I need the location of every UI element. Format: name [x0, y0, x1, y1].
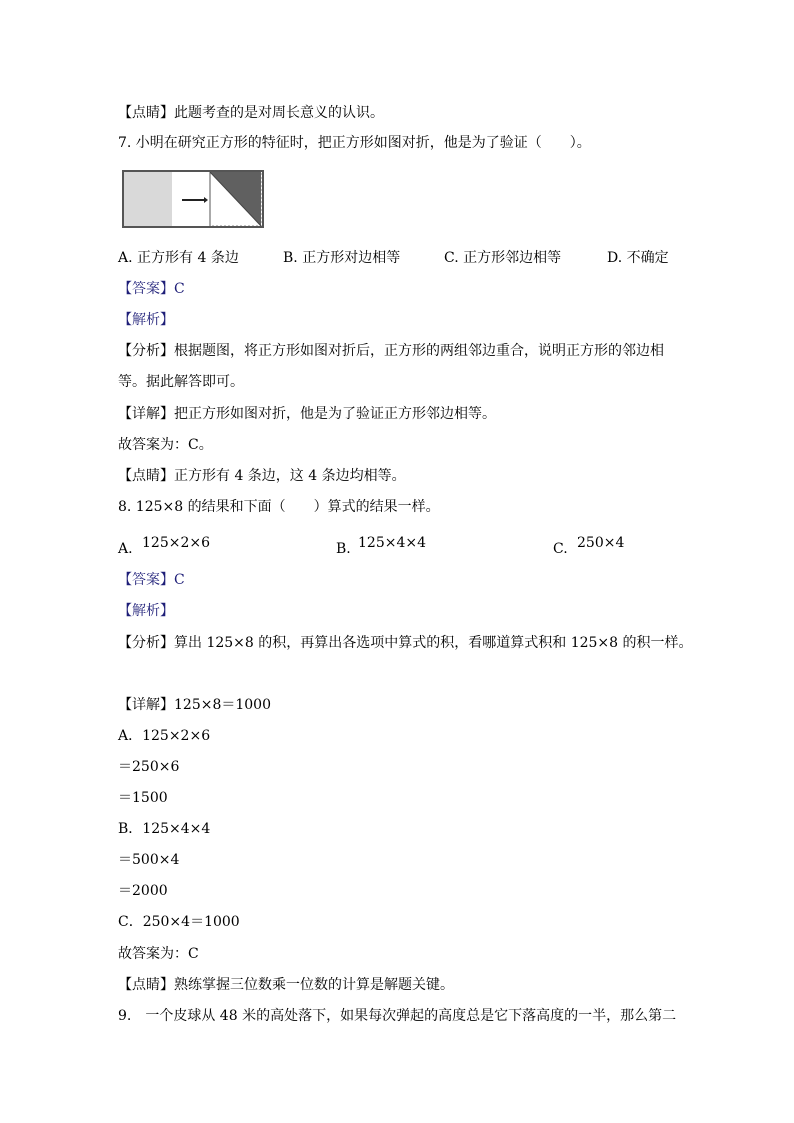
q7-gu: 故答案为：C。 [118, 437, 213, 453]
fold-diagram [124, 172, 262, 226]
q7-answer: 【答案】C [118, 281, 185, 297]
question-9: 9. 一个皮球从 48 米的高处落下，如果每次弹起的高度总是它下落高度的一半，那么第二 [118, 1008, 677, 1024]
q7-option-c: C. 正方形邻边相等 [444, 250, 562, 266]
q7-dianjing: 【点睛】正方形有 4 条边，这 4 条边均相等。 [118, 468, 406, 484]
q8-answer: 【答案】C [118, 572, 185, 588]
q8-calc-b-3: ＝2000 [118, 883, 168, 899]
fold-square-figure [122, 170, 264, 228]
q7-fenxi-line-2: 等。据此解答即可。 [118, 374, 244, 390]
q8-calc-b-1: B．125×4×4 [118, 821, 211, 837]
arrow-head-icon [204, 197, 208, 203]
q7-xiangjie: 【详解】把正方形如图对折，他是为了验证正方形邻边相等。 [118, 406, 496, 422]
q8-gu: 故答案为：C [118, 946, 199, 962]
question-8: 8. 125×8 的结果和下面（ ）算式的结果一样。 [118, 499, 440, 515]
q8-option-c-letter: C. [553, 541, 568, 557]
q8-calc-a-2: ＝250×6 [118, 759, 180, 775]
q7-option-d: D. 不确定 [607, 250, 669, 266]
q8-calc-b-2: ＝500×4 [118, 852, 180, 868]
q8-calc-a-1: A．125×2×6 [118, 728, 211, 744]
question-7: 7. 小明在研究正方形的特征时，把正方形如图对折，他是为了验证（ ）。 [118, 135, 591, 151]
q8-option-b-letter: B. [336, 541, 351, 557]
q8-jiexi: 【解析】 [118, 603, 174, 619]
q8-option-c-expr: 250×4 [577, 535, 625, 551]
q8-option-a-expr: 125×2×6 [142, 535, 210, 551]
q7-option-a: A. 正方形有 4 条边 [118, 250, 239, 266]
q8-xiangjie: 【详解】125×8＝1000 [118, 697, 271, 713]
q7-fenxi-line-1: 【分析】根据题图，将正方形如图对折后，正方形的两组邻边重合，说明正方形的邻边相 [118, 343, 664, 359]
q8-calc-a-3: ＝1500 [118, 790, 168, 806]
q6-dianjing: 【点睛】此题考查的是对周长意义的认识。 [118, 105, 384, 121]
q8-fenxi: 【分析】算出 125×8 的积，再算出各选项中算式的积，看哪道算式积和 125×8 的积一样。 [118, 635, 693, 651]
q8-option-b-expr: 125×4×4 [358, 535, 426, 551]
q7-jiexi: 【解析】 [118, 312, 174, 328]
q8-calc-c: C．250×4＝1000 [118, 914, 240, 930]
q8-dianjing: 【点睛】熟练掌握三位数乘一位数的计算是解题关键。 [118, 977, 454, 993]
q8-option-a-letter: A. [118, 541, 133, 557]
gray-square [124, 172, 172, 226]
q7-option-b: B. 正方形对边相等 [283, 250, 401, 266]
